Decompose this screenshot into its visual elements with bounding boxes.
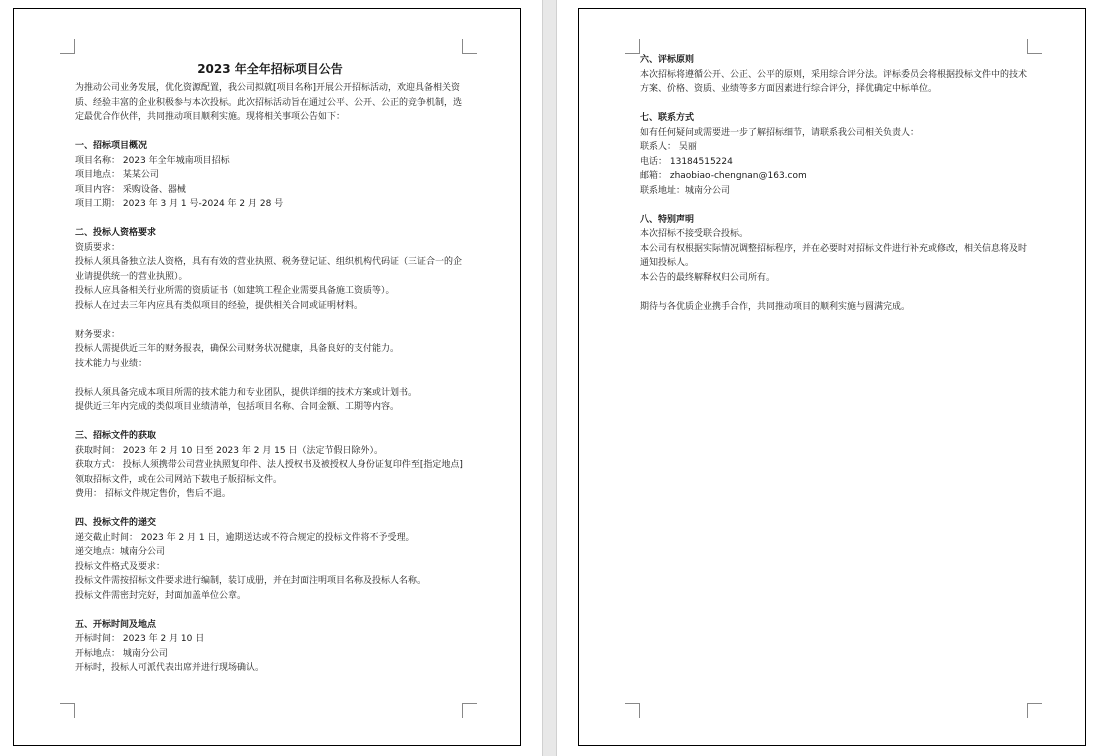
submit-deadline: 递交截止时间： 2023 年 2 月 1 日，逾期送达或不符合规定的投标文件将不予受理。 [75, 532, 415, 543]
tech-item: 投标人须具备完成本项目所需的技术能力和专业团队，提供详细的技术方案或计划书。 [75, 387, 418, 398]
obtain-time: 获取时间： 2023 年 2 月 10 日至 2023 年 2 月 15 日（法定节假日除外）。 [75, 445, 383, 456]
section-heading: 三、招标文件的获取 [75, 431, 157, 441]
evaluation-text: 本次招标将遵循公开、公正、公平的原则，采用综合评分法。评标委员会将根据投标文件中的技术方案、价格、资质、业绩等多方面因素进行综合评分，择优确定中标单位。 [640, 69, 1028, 94]
submit-place: 递交地点：城南分公司 [75, 547, 166, 557]
format-item: 投标文件需按招标文件要求进行编制，装订成册，并在封面注明项目名称及投标人名称。 [75, 576, 427, 586]
qualification-item: 投标人须具备独立法人资格，具有有效的营业执照、税务登记证、组织机构代码证（三证合一的企业请提供统一的营业执照）。 [75, 257, 463, 282]
project-period: 项目工期： 2023 年 3 月 1 号-2024 年 2 月 28 号 [75, 199, 284, 209]
contact-address: 联系地址：城南分公司 [640, 185, 731, 196]
page-2-body[interactable] [640, 53, 1032, 314]
page-gutter [542, 0, 557, 756]
project-location: 项目地点： 某某公司 [75, 170, 159, 180]
statement-item: 本公告的最终解释权归公司所有。 [640, 272, 776, 283]
contact-email: 邮箱： zhaobiao-chengnan@163.com [640, 171, 807, 181]
opening-note: 开标时，投标人可派代表出席并进行现场确认。 [75, 663, 265, 673]
tech-item: 提供近三年内完成的类似项目业绩清单，包括项目名称、合同金额、工期等内容。 [75, 402, 400, 412]
page-1-body[interactable] [75, 61, 465, 676]
corner-mark [462, 39, 477, 54]
section-heading: 一、招标项目概况 [75, 141, 148, 151]
corner-mark [1027, 703, 1042, 718]
statement-item: 本次招标不接受联合投标。 [640, 229, 749, 239]
contact-intro: 如有任何疑问或需要进一步了解招标细节，请联系我公司相关负责人： [640, 127, 920, 138]
section-heading: 八、特别声明 [640, 214, 695, 225]
format-item: 投标文件需密封完好，封面加盖单位公章。 [75, 590, 247, 601]
format-label: 投标文件格式及要求： [75, 561, 166, 572]
corner-mark [625, 39, 640, 54]
qualification-label: 资质要求： [75, 242, 121, 253]
document-page-2 [578, 8, 1086, 746]
corner-mark [462, 703, 477, 718]
section-heading: 七、联系方式 [640, 113, 695, 123]
intro-paragraph: 为推动公司业务发展，优化资源配置，我公司拟就[项目名称]开展公开招标活动，欢迎具备相关资质、经验丰富的企业积极参与本次投标。此次招标活动旨在通过公平、公开、公正的竞争机制，选定最优合作伙伴，共同推动项目顺利实施。现将相关事项公告如下： [75, 83, 463, 122]
corner-mark [625, 703, 640, 718]
opening-time: 开标时间： 2023 年 2 月 10 日 [75, 634, 205, 644]
obtain-fee: 费用： 招标文件规定售价，售后不退。 [75, 489, 231, 499]
qualification-item: 投标人应具备相关行业所需的资质证书（如建筑工程企业需要具备施工资质等）。 [75, 286, 395, 296]
project-content: 项目内容： 采购设备、器械 [75, 184, 186, 195]
closing-text: 期待与各优质企业携手合作，共同推动项目的顺利实施与圆满完成。 [640, 301, 911, 312]
corner-mark [60, 39, 75, 54]
finance-item: 投标人需提供近三年的财务报表，确保公司财务状况健康，具备良好的支付能力。 [75, 344, 400, 354]
tech-label: 技术能力与业绩： [75, 358, 148, 369]
obtain-method: 获取方式： 投标人须携带公司营业执照复印件、法人授权书及被授权人身份证复印件至[指定地点]领取招标文件，或在公司网站下载电子版招标文件。 [75, 460, 463, 485]
section-heading: 六、评标原则 [640, 55, 695, 65]
finance-label: 财务要求： [75, 329, 121, 340]
qualification-item: 投标人在过去三年内应具有类似项目的经验，提供相关合同或证明材料。 [75, 300, 364, 311]
statement-item: 本公司有权根据实际情况调整招标程序，并在必要时对招标文件进行补充或修改，相关信息将及时通知投标人。 [640, 243, 1028, 268]
contact-person: 联系人： 吴丽 [640, 142, 697, 152]
opening-place: 开标地点： 城南分公司 [75, 648, 168, 659]
document-title: 2023 年全年招标项目公告 [197, 62, 343, 76]
section-heading: 二、投标人资格要求 [75, 228, 157, 238]
contact-phone: 电话： 13184515224 [640, 156, 733, 167]
corner-mark [60, 703, 75, 718]
section-heading: 五、开标时间及地点 [75, 619, 157, 630]
corner-mark [1027, 39, 1042, 54]
document-page-1 [13, 8, 521, 746]
project-name: 项目名称： 2023 年全年城南项目招标 [75, 155, 230, 166]
section-heading: 四、投标文件的递交 [75, 518, 157, 528]
